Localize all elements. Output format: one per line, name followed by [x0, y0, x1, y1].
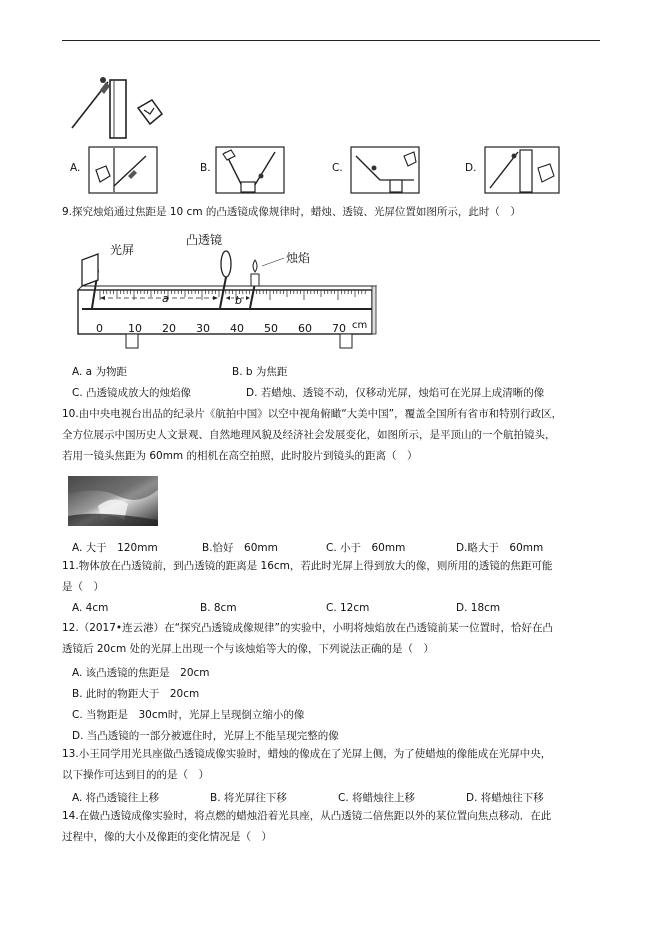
q13-option-d[interactable]: D. 将蜡烛往下移: [466, 792, 544, 804]
q9-optical-bench-figure: [70, 226, 380, 354]
q9-label-flame: 烛焰: [286, 251, 311, 265]
q8-option-c-label[interactable]: C.: [332, 162, 343, 174]
q10-option-c[interactable]: C. 小于 60mm: [326, 542, 406, 554]
q14-line-1: 14.在做凸透镜成像实验时，将点燃的蜡烛沿着光具座，从凸透镜二倍焦距以外的某位置向焦点移动．在此: [62, 810, 552, 822]
header-rule: [62, 40, 600, 41]
q9-tick-10: 10: [128, 322, 142, 335]
q13-line-1: 13.小王同学用光具座做凸透镜成像实验时，蜡烛的像成在了光屏上侧，为了使蜡烛的像能成在光屏中央，: [62, 748, 552, 760]
q11-line-2: 是（ ）: [62, 581, 104, 593]
q10-option-b[interactable]: B.恰好 60mm: [202, 542, 278, 554]
q11-option-c[interactable]: C. 12cm: [326, 602, 370, 614]
q12-option-c[interactable]: C. 当物距是 30cm时，光屏上呈现倒立缩小的像: [72, 709, 305, 721]
q13-line-2: 以下操作可达到目的的是（ ）: [62, 769, 209, 781]
q8-option-a-figure: [88, 146, 158, 194]
q13-option-a[interactable]: A. 将凸透镜往上移: [72, 792, 160, 804]
q9-label-b: b: [235, 294, 242, 307]
q10-aerial-photo: [68, 476, 158, 526]
q9-option-a[interactable]: A. a 为物距: [72, 366, 127, 378]
q10-option-d[interactable]: D.略大于 60mm: [456, 542, 544, 554]
q12-line-2: 透镜后 20cm 处的光屏上出现一个与该烛焰等大的像，下列说法正确的是（ ）: [62, 643, 435, 655]
q11-option-d[interactable]: D. 18cm: [456, 602, 501, 614]
q8-main-figure: [70, 70, 165, 140]
q13-option-b[interactable]: B. 将光屏往下移: [210, 792, 287, 804]
q11-option-b[interactable]: B. 8cm: [200, 602, 237, 614]
q9-option-c[interactable]: C. 凸透镜成放大的烛焰像: [72, 387, 192, 399]
q9-tick-20: 20: [162, 322, 176, 335]
q9-tick-50: 50: [264, 322, 278, 335]
q8-option-a-label[interactable]: A.: [70, 162, 81, 174]
q12-line-1: 12.（2017•连云港）在“探究凸透镜成像规律”的实验中，小明将烛焰放在凸透镜前某一位置时，恰好在凸: [62, 622, 553, 634]
q12-option-d[interactable]: D. 当凸透镜的一部分被遮住时，光屏上不能呈现完整的像: [72, 730, 339, 742]
q12-option-a[interactable]: A. 该凸透镜的焦距是 20cm: [72, 667, 210, 679]
q8-option-c-figure: [350, 146, 420, 194]
q9-tick-0: 0: [96, 322, 103, 335]
q8-option-b-label[interactable]: B.: [200, 162, 211, 174]
q8-option-d-figure: [484, 146, 560, 194]
q14-line-2: 过程中，像的大小及像距的变化情况是（ ）: [62, 831, 272, 843]
q9-tick-40: 40: [230, 322, 244, 335]
q10-line-3: 若用一镜头焦距为 60mm 的相机在高空拍照，此时胶片到镜头的距离（ ）: [62, 450, 418, 462]
q9-tick-60: 60: [298, 322, 312, 335]
q10-line-1: 10.由中央电视台出品的纪录片《航拍中国》以空中视角俯瞰“大美中国”，覆盖全国所有省市和特别行政区，: [62, 408, 563, 420]
q9-tick-30: 30: [196, 322, 210, 335]
q9-option-d[interactable]: D. 若蜡烛、透镜不动，仅移动光屏，烛焰可在光屏上成清晰的像: [246, 387, 545, 399]
q11-line-1: 11.物体放在凸透镜前，到凸透镜的距离是 16cm，若此时光屏上得到放大的像，则所用的透镜的焦距可能: [62, 560, 553, 572]
q10-option-a[interactable]: A. 大于 120mm: [72, 542, 158, 554]
q9-unit: cm: [352, 320, 368, 331]
q8-option-b-figure: [215, 146, 285, 194]
q9-label-lens: 凸透镜: [186, 233, 223, 247]
q9-tick-70: 70: [332, 322, 346, 335]
q13-option-c[interactable]: C. 将蜡烛往上移: [338, 792, 416, 804]
q9-label-a: a: [162, 292, 169, 305]
q9-option-b[interactable]: B. b 为焦距: [232, 366, 288, 378]
q9-label-screen: 光屏: [110, 243, 135, 257]
q10-line-2: 全方位展示中国历史人文景观、自然地理风貌及经济社会发展变化，如图所示，是平顶山的一个航拍镜头，: [62, 429, 556, 441]
q9-stem: 9.探究烛焰通过焦距是 10 cm 的凸透镜成像规律时，蜡烛、透镜、光屏位置如图所示，此时（ ）: [62, 206, 521, 218]
q8-option-d-label[interactable]: D.: [465, 162, 477, 174]
q12-option-b[interactable]: B. 此时的物距大于 20cm: [72, 688, 200, 700]
q11-option-a[interactable]: A. 4cm: [72, 602, 109, 614]
